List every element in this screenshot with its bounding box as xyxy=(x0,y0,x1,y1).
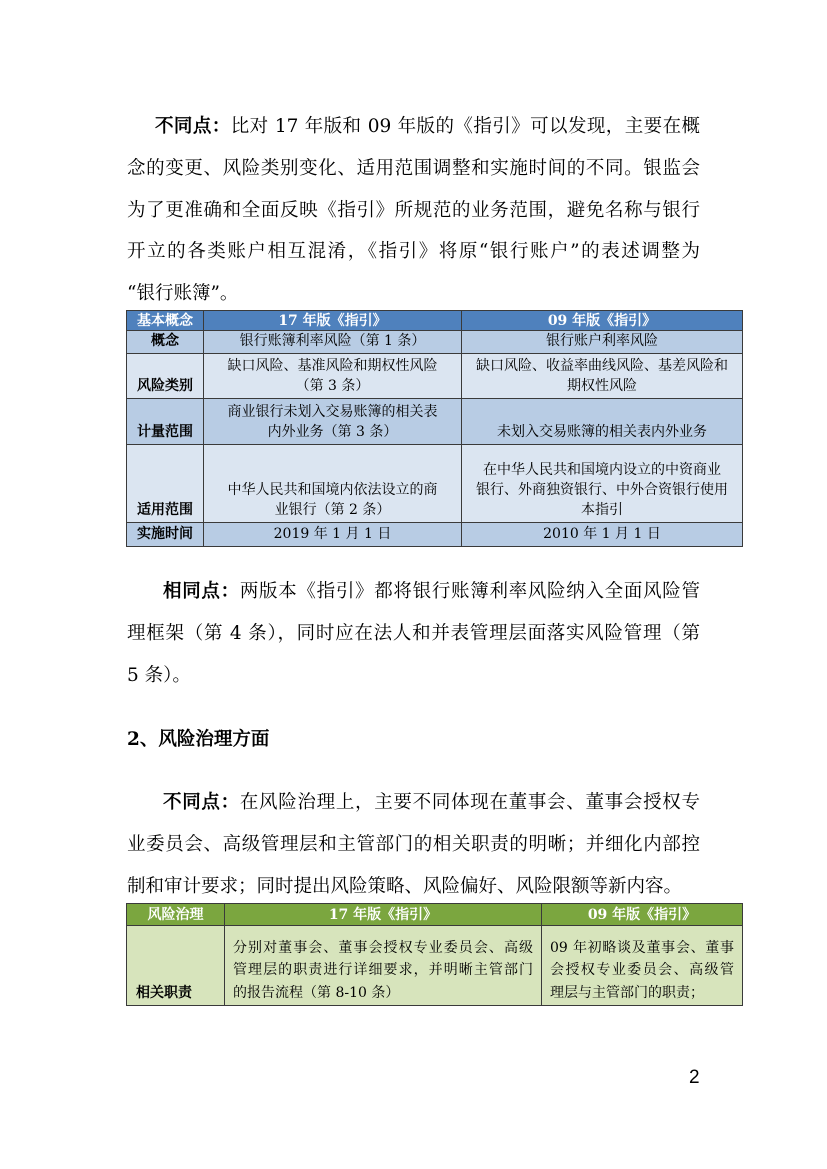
table-row xyxy=(127,399,743,445)
paragraph-line xyxy=(127,571,700,613)
paragraph-line: 念的变更、风险类别变化、适用范围调整和实施时间的不同。银监会 xyxy=(127,157,700,179)
header-risk-governance: 风险治理 xyxy=(127,904,225,926)
paragraph-text: 比对 17 年版和 09 年版的《指引》可以发现，主要在概 xyxy=(230,116,700,137)
cell-2017 xyxy=(204,331,462,354)
differences-paragraph xyxy=(127,106,700,315)
paragraph-text: 在风险治理上，主要不同体现在董事会、董事会授权专 xyxy=(239,792,700,813)
header-basic-concept: 基本概念 xyxy=(127,311,204,331)
difference-label: 不同点： xyxy=(163,792,240,813)
cell-line: 本指引 xyxy=(581,502,623,518)
paragraph-line: 制和审计要求；同时提出风险策略、风险偏好、风险限额等新内容。 xyxy=(127,875,683,897)
row-label: 概念 xyxy=(127,331,204,354)
cell-line: 内外业务（第 3 条） xyxy=(267,424,398,440)
paragraph-line xyxy=(127,782,700,824)
cell-2017 xyxy=(204,354,462,399)
table-row xyxy=(127,926,743,1006)
cell-line: 银行账户利率风险 xyxy=(546,333,658,349)
cell-line: 银行账簿利率风险（第 1 条） xyxy=(239,333,426,349)
cell-line: 银行、外商独资银行、中外合资银行使用 xyxy=(476,482,728,498)
cell-line: 中华人民共和国境内依法设立的商 xyxy=(227,482,438,498)
page-number: 2 xyxy=(689,1067,700,1088)
paragraph-line xyxy=(127,106,700,148)
cell-line: 业银行（第 2 条） xyxy=(274,502,391,518)
paragraph-line: “银行账簿”。 xyxy=(127,283,239,305)
concept-comparison-table xyxy=(126,310,743,547)
cell-line: 的报告流程（第 8-10 条） xyxy=(233,984,400,1001)
cell-2009 xyxy=(462,523,743,547)
cell-line: 2019 年 1 月 1 日 xyxy=(273,526,392,542)
paragraph-line: 开立的各类账户相互混淆，《指引》将原“银行账户”的表述调整为 xyxy=(127,241,700,263)
cell-line: 理层与主管部门的职责； xyxy=(550,984,704,1001)
cell-line: 商业银行未划入交易账簿的相关表 xyxy=(227,404,438,420)
table-row xyxy=(127,523,743,547)
cell-2009 xyxy=(462,331,743,354)
difference-label: 不同点： xyxy=(155,116,231,137)
row-label: 实施时间 xyxy=(127,523,204,547)
cell-line: 缺口风险、收益率曲线风险、基差风险和 xyxy=(476,358,728,374)
row-label: 风险类别 xyxy=(127,354,204,399)
table-header-row xyxy=(127,311,743,331)
header-2017-version: 17 年版《指引》 xyxy=(204,311,462,331)
paragraph-line: 为了更准确和全面反映《指引》所规范的业务范围，避免名称与银行 xyxy=(127,199,700,221)
header-2009-version: 09 年版《指引》 xyxy=(462,311,743,331)
table-row xyxy=(127,354,743,399)
cell-2009 xyxy=(462,399,743,445)
cell-2017 xyxy=(225,926,542,1006)
cell-line: （第 3 条） xyxy=(295,378,370,394)
header-2017-version: 17 年版《指引》 xyxy=(225,904,542,926)
cell-line: 会授权专业委员会、高级管 xyxy=(550,962,734,978)
cell-line: 未划入交易账簿的相关表内外业务 xyxy=(497,424,707,440)
paragraph-text: 两版本《指引》都将银行账簿利率风险纳入全面风险管 xyxy=(239,581,700,602)
table-header-row xyxy=(127,904,743,926)
table-row xyxy=(127,445,743,523)
cell-line: 分别对董事会、董事会授权专业委员会、高级 xyxy=(233,939,533,956)
cell-2009 xyxy=(542,926,743,1006)
cell-line: 管理层的职责进行详细要求，并明晰主管部门 xyxy=(233,962,533,978)
cell-line: 缺口风险、基准风险和期权性风险 xyxy=(227,358,438,374)
paragraph-line: 业委员会、高级管理层和主管部门的相关职责的明晰；并细化内部控 xyxy=(127,833,700,855)
governance-comparison-table xyxy=(126,903,743,1006)
similarities-paragraph xyxy=(127,571,700,696)
cell-2009 xyxy=(462,354,743,399)
paragraph-line: 5 条）。 xyxy=(127,664,191,686)
governance-differences-paragraph xyxy=(127,782,700,907)
cell-2009 xyxy=(462,445,743,523)
row-label: 相关职责 xyxy=(127,926,225,1006)
similarity-label: 相同点： xyxy=(163,581,240,602)
cell-line: 09 年初略谈及董事会、董事 xyxy=(550,939,734,956)
cell-line: 在中华人民共和国境内设立的中资商业 xyxy=(483,462,721,478)
table-row xyxy=(127,331,743,354)
row-label: 计量范围 xyxy=(127,399,204,445)
cell-line: 期权性风险 xyxy=(567,378,637,394)
paragraph-line: 理框架（第 4 条），同时应在法人和并表管理层面落实风险管理（第 xyxy=(127,622,700,644)
cell-2017 xyxy=(204,445,462,523)
cell-2017 xyxy=(204,399,462,445)
cell-line: 2010 年 1 月 1 日 xyxy=(543,526,661,542)
cell-2017 xyxy=(204,523,462,547)
row-label: 适用范围 xyxy=(127,445,204,523)
header-2009-version: 09 年版《指引》 xyxy=(542,904,743,926)
section-heading: 2、风险治理方面 xyxy=(127,729,270,750)
